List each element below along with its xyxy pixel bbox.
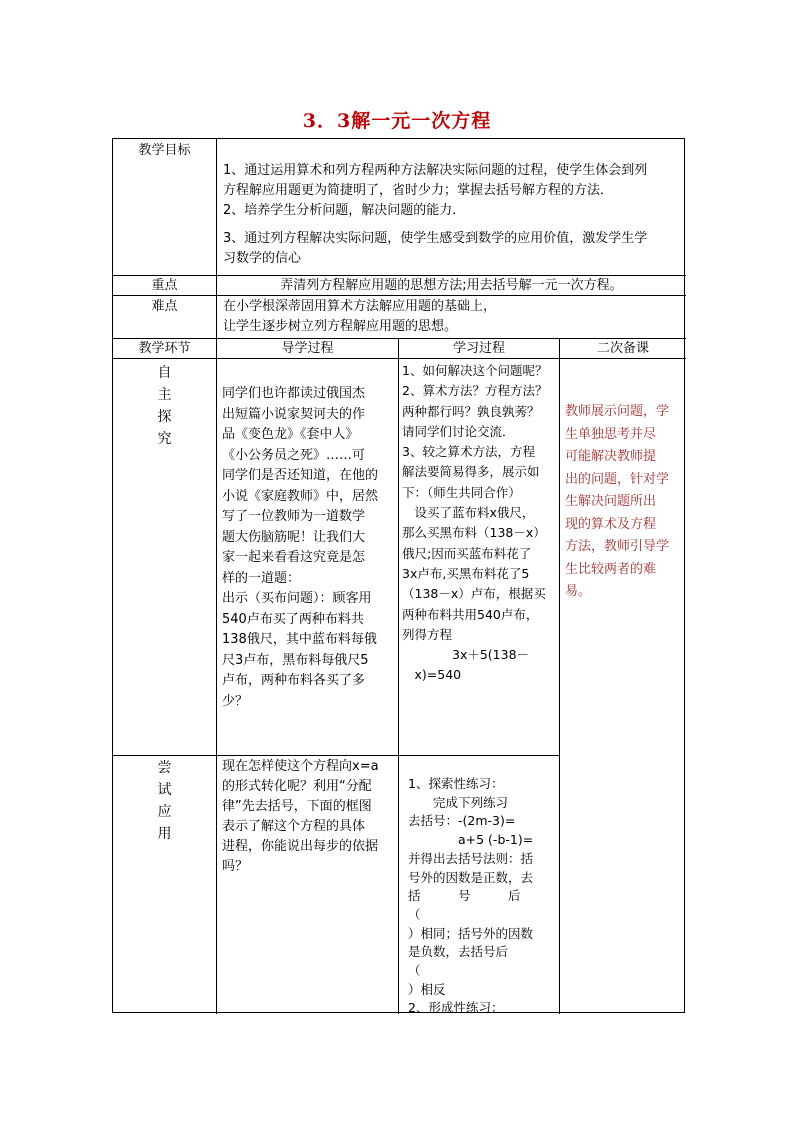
learn-line: 两种布料共用540卢布，	[402, 606, 539, 622]
objective-line: 习数学的信心	[223, 251, 302, 266]
learn-line: 3x卢布,买黑布料花了5	[402, 565, 530, 581]
difficulty-line: 在小学根深蒂固用算术方法解应用题的基础上，	[223, 299, 497, 314]
learn-line: 2、算术方法？方程方法？	[402, 383, 548, 399]
prep-line: 可能解决教师提	[565, 449, 657, 464]
objective-line: 1、通过运用算术和列方程两种方法解决实际问题的过程，使学生体会到列	[223, 163, 648, 178]
prep-line: 生解决问题所出	[565, 494, 657, 509]
guide-line: 表示了解这个方程的具体	[222, 819, 366, 834]
objective-line: 3、通过列方程解决实际问题，使学生感受到数学的应用价值，激发学生学	[223, 231, 648, 246]
section1-prep	[565, 401, 685, 604]
stage-char: 究	[157, 431, 172, 447]
guide-line: 写了一位教师为一道数学	[222, 509, 366, 524]
learn-line: 去括号：-(2m-3)=	[408, 813, 516, 829]
objective-line: 方程解应用题更为简捷明了，省时少力；掌握去括号解方程的方法．	[223, 183, 614, 198]
guide-line: 出短篇小说家契诃夫的作	[222, 406, 366, 422]
learn-line: （	[408, 963, 421, 979]
guide-line: 少？	[222, 693, 249, 709]
learn-line: 是负数，去括号后	[408, 944, 509, 960]
section1-learn	[402, 361, 558, 686]
guide-line: 样的一道题：	[222, 570, 301, 586]
header-prep: 二次备课	[596, 341, 649, 356]
learn-line: 完成下列练习	[408, 794, 509, 810]
learn-line: ）相反	[408, 981, 446, 997]
key-point-text: 弄清列方程解应用题的思想方法;用去括号解一元一次方程。	[280, 278, 623, 293]
learn-line: 俄尺;因而买蓝布料花了	[402, 545, 532, 561]
prep-line: 易。	[565, 584, 592, 599]
section2-learn	[408, 775, 558, 1018]
stage-char: 用	[157, 826, 172, 842]
guide-line: 律”先去括号，下面的框图	[222, 799, 372, 814]
stage-char: 应	[157, 804, 172, 820]
guide-line: 同学们是否还知道，在他的	[222, 468, 379, 483]
guide-line: 《小公务员之死》……可	[222, 447, 366, 463]
learn-line: 请同学们讨论交流．	[402, 423, 515, 439]
learn-line: 设买了蓝布料x俄尺，	[402, 505, 535, 521]
section2-stage	[113, 757, 216, 845]
guide-line: 尺3卢布，黑布料每俄尺5	[222, 652, 369, 668]
learn-line: （	[408, 906, 421, 922]
learn-line: 3x＋5(138－	[402, 647, 530, 663]
guide-line: 同学们也许都读过俄国杰	[222, 386, 366, 401]
guide-line: 品《变色龙》《套中人》	[222, 427, 359, 442]
objective-line: 2、培养学生分析问题，解决问题的能力．	[223, 203, 466, 218]
learn-line: 1、探索性练习：	[408, 776, 504, 791]
learn-line: 3、较之算术方法，方程	[402, 444, 535, 460]
stage-char: 自	[157, 365, 172, 381]
header-learn: 学习过程	[452, 341, 505, 356]
prep-line: 方法，教师引导学	[565, 539, 670, 554]
learn-line: 解法要简易得多，展示如	[402, 464, 540, 480]
learn-line: 括 号 后	[408, 888, 521, 904]
guide-line: 现在怎样使这个方程向x=a	[222, 759, 379, 774]
guide-line: 138俄尺，其中蓝布料每俄	[222, 632, 377, 647]
learn-line: （138－x）卢布，根据买	[402, 586, 546, 602]
learn-line: 并得出去括号法则：括	[408, 850, 534, 866]
learn-line: ）相同；括号外的因数	[408, 925, 534, 941]
header-stage: 教学环节	[138, 341, 191, 356]
learn-line: 列得方程	[402, 626, 453, 642]
stage-char: 主	[157, 387, 172, 403]
guide-line: 小说《家庭教师》中，居然	[222, 488, 379, 504]
prep-line: 生比较两者的难	[565, 561, 657, 577]
objectives-content	[223, 161, 683, 269]
stage-char: 尝	[157, 760, 172, 776]
section1-guide	[222, 384, 396, 712]
difficulty-line: 让学生逐步树立列方程解应用题的思想。	[223, 319, 458, 334]
prep-line: 出的问题，针对学	[565, 471, 670, 487]
guide-line: 卢布，两种布料各买了多	[222, 673, 366, 688]
section1-stage	[113, 362, 216, 450]
guide-line: 出示（买布问题）：顾客用	[222, 591, 372, 606]
section2-guide	[222, 757, 396, 877]
prep-line: 教师展示问题，学	[565, 404, 670, 419]
guide-line: 540卢布买了两种布料共	[222, 611, 364, 627]
prep-line: 生单独思考并尽	[565, 426, 657, 442]
stage-char: 探	[157, 409, 172, 425]
guide-line: 题大伤脑筋呢！让我们大	[222, 529, 366, 545]
learn-line: 1、如何解决这个问题呢？	[402, 363, 548, 378]
learn-line: x)=540	[402, 667, 462, 683]
learn-line: 2、形成性练习：	[408, 1000, 504, 1016]
guide-line: 吗？	[222, 859, 249, 874]
learn-line: 那么买黑布料（138－x）	[402, 525, 546, 541]
lesson-plan-table	[112, 138, 685, 1016]
key-point-label: 重点	[151, 278, 178, 293]
page-title: 3．3解一元一次方程	[302, 110, 492, 132]
difficulty-text	[223, 297, 683, 337]
guide-line: 家一起来看看这究竟是怎	[222, 550, 366, 565]
prep-line: 现的算术及方程	[565, 516, 657, 532]
header-guide: 导学过程	[281, 341, 334, 356]
guide-line: 进程，你能说出每步的依据	[222, 839, 379, 854]
difficulty-label: 难点	[151, 299, 178, 314]
learn-line: 两种都行吗？孰良孰莠？	[402, 403, 540, 419]
learn-line: 下：（师生共同合作）	[402, 484, 521, 500]
stage-char: 试	[157, 782, 172, 798]
guide-line: 的形式转化呢？利用“分配	[222, 779, 372, 794]
learn-line: 号外的因数是正数，去	[408, 869, 534, 885]
objectives-label: 教学目标	[138, 143, 191, 158]
learn-line: a+5 (-b-1)=	[408, 832, 534, 848]
